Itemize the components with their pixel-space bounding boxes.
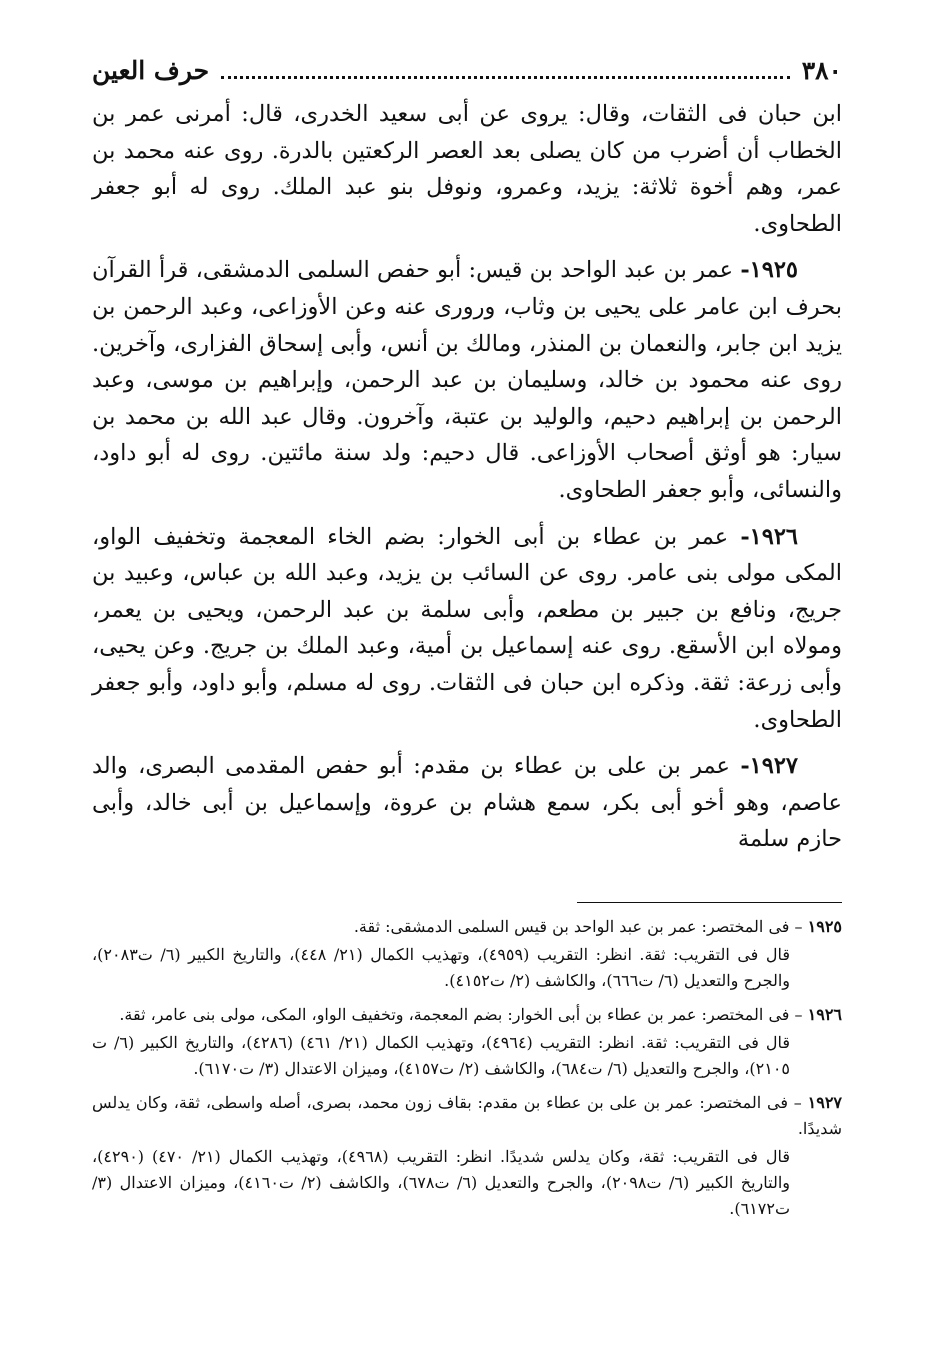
entry-paragraph-1927 (92, 748, 842, 858)
footnote-detail: قال فى التقريب: ثقة. انظر: التقريب (٤٩٦٤)، وتهذيب الكمال (٢١/ ٤٦١) (٤٢٨٦)، والتاريخ الكبير (٦/ ت ٢١٠٥)، والجرح والتعديل (٦/ ت٦٨٤)، والكاشف (٢/ ت٤١٥٧)، وميزان الاعتدال (٣/ ت٦١٧٠). (92, 1033, 790, 1078)
footnote-1927 (92, 1090, 842, 1222)
footnote-1926 (92, 1002, 842, 1082)
footnote-summary: – فى المختصر: عمر بن عبد الواحد بن قيس السلمى الدمشقى: ثقة. (353, 917, 803, 936)
entry-paragraph-1926 (92, 519, 842, 739)
footnote-separator (577, 902, 842, 903)
footnote-number: ١٩٢٧ (807, 1093, 842, 1112)
main-text (92, 96, 842, 868)
footnote-detail: قال فى التقريب: ثقة. انظر: التقريب (٤٩٥٩)، وتهذيب الكمال (٢١/ ٤٤٨)، والتاريخ الكبير (٦/ ت٢٠٨٣)، والجرح والتعديل (٦/ ت٦٦٦)، والكاشف (٢/ ت٤١٥٢). (92, 945, 790, 990)
section-title: حرف العين (92, 55, 210, 85)
footnote-summary: – فى المختصر: عمر بن على بن عطاء بن مقدم: بقاف زون محمد، بصرى، أصله واسطى، ثقة، وكان يدلس شديدًا. (92, 1093, 842, 1138)
entry-number: ١٩٢٧- (740, 753, 798, 780)
footnotes (92, 914, 842, 1230)
entry-paragraph-1925 (92, 252, 842, 508)
footnote-1925 (92, 914, 842, 994)
entry-text: عمر بن عبد الواحد بن قيس: أبو حفص السلمى الدمشقى، قرأ القرآن بحرف ابن عامر على يحيى بن وثاب، ورورى عنه وعن الأوزاعى، وعبد الرحمن بن يزيد ابن جابر، والنعمان بن المنذر، ومالك بن أنس، وأبى إسحاق الفزارى، وآخرين. روى عنه محمود بن خالد، وسليمان بن عبد الرحمن، وإبراهيم بن موسى، وعبد الرحمن بن إبراهيم دحيم، والوليد بن عتبة، وآخرون. وقال عبد الله بن محمد بن سيار: هو أوثق أصحاب الأوزاعى. قال دحيم: ولد سنة مائتين. روى له أبو داود، والنسائى، وأبو جعفر الطحاوى. (92, 257, 842, 503)
footnote-number: ١٩٢٥ (807, 917, 842, 936)
page-number: ٣٨٠ (801, 55, 842, 85)
running-header (92, 50, 842, 90)
footnote-number: ١٩٢٦ (807, 1005, 842, 1024)
entry-number: ١٩٢٦- (740, 523, 798, 550)
entry-text: عمر بن عطاء بن أبى الخوار: بضم الخاء المعجمة وتخفيف الواو، المكى مولى بنى عامر. روى عن السائب بن يزيد، وعبد الله بن عباس، وعبيد بن جريج، ونافع بن جبير بن مطعم، وأبى سلمة بن عبد الرحمن، ويحيى بن يعمر، ومولاه ابن الأسقع. روى عنه إسماعيل بن أمية، وعبد الملك بن جريج. وعن يحيى، وأبى زرعة: ثقة. وذكره ابن حبان فى الثقات. روى له مسلم، وأبو داود، وأبو جعفر الطحاوى. (92, 523, 842, 733)
dotted-leader (221, 76, 790, 79)
footnote-detail: قال فى التقريب: ثقة، وكان يدلس شديدًا. انظر: التقريب (٤٩٦٨)، وتهذيب الكمال (٢١/ ٤٧٠) (٤٢٩٠)، والتاريخ الكبير (٦/ ت٢٠٩٨)، والجرح والتعديل (٦/ ت٦٧٨)، والكاشف (٢/ ت٤١٦٠)، وميزان الاعتدال (٣/ ت٦١٧٢). (92, 1147, 790, 1218)
entry-text: عمر بن على بن عطاء بن مقدم: أبو حفص المقدمى البصرى، والد عاصم، وهو أخو أبى بكر، سمع هشام بن عروة، وإسماعيل بن أبى خالد، وأبى حازم سلمة (92, 753, 842, 853)
entry-number: ١٩٢٥- (740, 257, 798, 284)
continuation-paragraph: ابن حبان فى الثقات، وقال: يروى عن أبى سعيد الخدرى، قال: أمرنى عمر بن الخطاب أن أضرب من كان يصلى بعد العصر الركعتين بالدرة. روى عنه محمد بن عمر، وهم أخوة ثلاثة: يزيد، وعمرو، ونوفل بنو عبد الملك. روى له أبو جعفر الطحاوى. (92, 101, 842, 237)
footnote-summary: – فى المختصر: عمر بن عطاء بن أبى الخوار: بضم المعجمة، وتخفيف الواو، المكى، مولى بنى عامر، ثقة. (119, 1005, 803, 1024)
